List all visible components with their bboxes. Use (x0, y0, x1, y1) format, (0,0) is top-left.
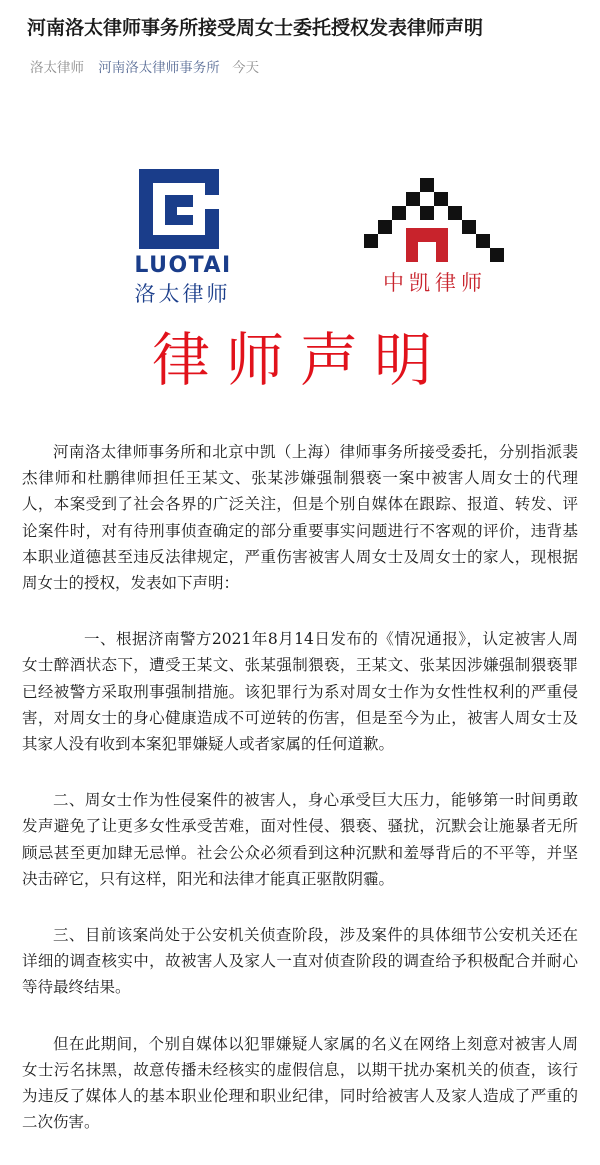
paragraph-point-2: 二、周女士作为性侵案件的被害人，身心承受巨大压力，能够第一时间勇敢发声避免了让更多女性承受苦难，面对性侵、猥亵、骚扰，沉默会让施暴者无所顾忌甚至更加肆无忌惮。社会公众必须看到这种沉默和羞辱背后的不平等，并坚决击碎它，只有这样，阳光和法律才能真正驱散阴霾。 (22, 791, 578, 888)
paragraph-followup: 但在此期间，个别自媒体以犯罪嫌疑人家属的名义在网络上刻意对被害人周女士污名抹黑，故意传播未经核实的虚假信息，以期干扰办案机关的侦查，该行为违反了媒体人的基本职业伦理和职业纪律，同时给被害人及家人造成了严重的二次伤害。 (22, 1034, 578, 1132)
zhongkai-logo-icon (360, 178, 510, 263)
zhongkai-cn-name: 中凯律师 (383, 271, 487, 295)
article-title: 河南洛太律师事务所接受周女士委托授权发表律师声明 (27, 17, 484, 39)
luotai-cn-name: 洛太律师 (134, 282, 231, 306)
article-body (22, 439, 578, 1165)
author-name: 洛太律师 (30, 60, 84, 76)
statement-heading: 律师声明 (151, 326, 448, 394)
luotai-wordmark: LUOTAI (134, 253, 232, 278)
paragraph-point-1: 一、根据济南警方2021年8月14日发布的《情况通报》，认定被害人周女士醉酒状态下，遭受王某文、张某强制猥亵，王某文、张某因涉嫌强制猥亵罪已经被警方采取刑事强制措施。该犯罪行为系对周女士作为女性性权利的严重侵害，对周女士的身心健康造成不可逆转的伤害，但是至今为止，被害人周女士及其家人没有收到本案犯罪嫌疑人或者家属的任何道歉。 (22, 630, 578, 754)
article-meta (30, 56, 259, 76)
publish-date: 今天 (232, 60, 260, 76)
paragraph-point-3: 三、目前该案尚处于公安机关侦查阶段，涉及案件的具体细节公安机关还在详细的调查核实中，故被害人及家人一直对侦查阶段的调查给予积极配合并耐心等待最终结果。 (22, 926, 578, 997)
luotai-logo-icon (125, 165, 245, 255)
account-link[interactable]: 河南洛太律师事务所 (98, 60, 220, 76)
paragraph-intro: 河南洛太律师事务所和北京中凯（上海）律师事务所接受委托，分别指派裴杰律师和杜鹏律师担任王某文、张某涉嫌强制猥亵一案中被害人周女士的代理人，本案受到了社会各界的广泛关注，但是个别自媒体在跟踪、报道、转发、评论案件时，对有待刑事侦查确定的部分重要事实问题进行不客观的评价，违背基本职业道德甚至违反法律规定，严重伤害被害人周女士及周女士的家人，现根据周女士的授权，发表如下声明： (22, 443, 578, 593)
